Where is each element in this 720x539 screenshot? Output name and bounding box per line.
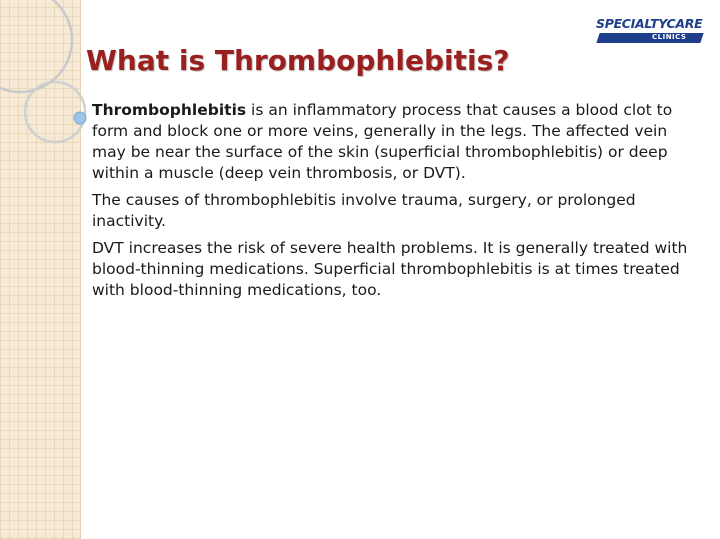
logo-bar	[596, 33, 703, 43]
paragraph-1	[92, 100, 692, 184]
slide-title: What is Thrombophlebitis?	[86, 44, 510, 77]
logo-sub: CLINICS	[652, 33, 687, 41]
company-logo	[596, 16, 704, 46]
term-thrombophlebitis: Thrombophlebitis	[92, 101, 247, 119]
slide-body	[92, 100, 692, 307]
paragraph-1-text: is an inflammatory process that causes a blood clot to form and block one or more veins, generally in the legs. The affected vein may be near the surface of the skin (superficial thrombophlebitis) or deep within a muscle (deep vein thrombosis, or DVT).	[92, 101, 673, 182]
paragraph-2: The causes of thrombophlebitis involve trauma, surgery, or prolonged inactivity.	[92, 191, 636, 230]
logo-brand: SPECIALTYCARE	[596, 16, 703, 31]
paragraph-3: DVT increases the risk of severe health problems. It is generally treated with blood-thinning medications. Superficial thrombophlebitis is at times treated with blood-thinning medications, too.	[92, 239, 688, 299]
